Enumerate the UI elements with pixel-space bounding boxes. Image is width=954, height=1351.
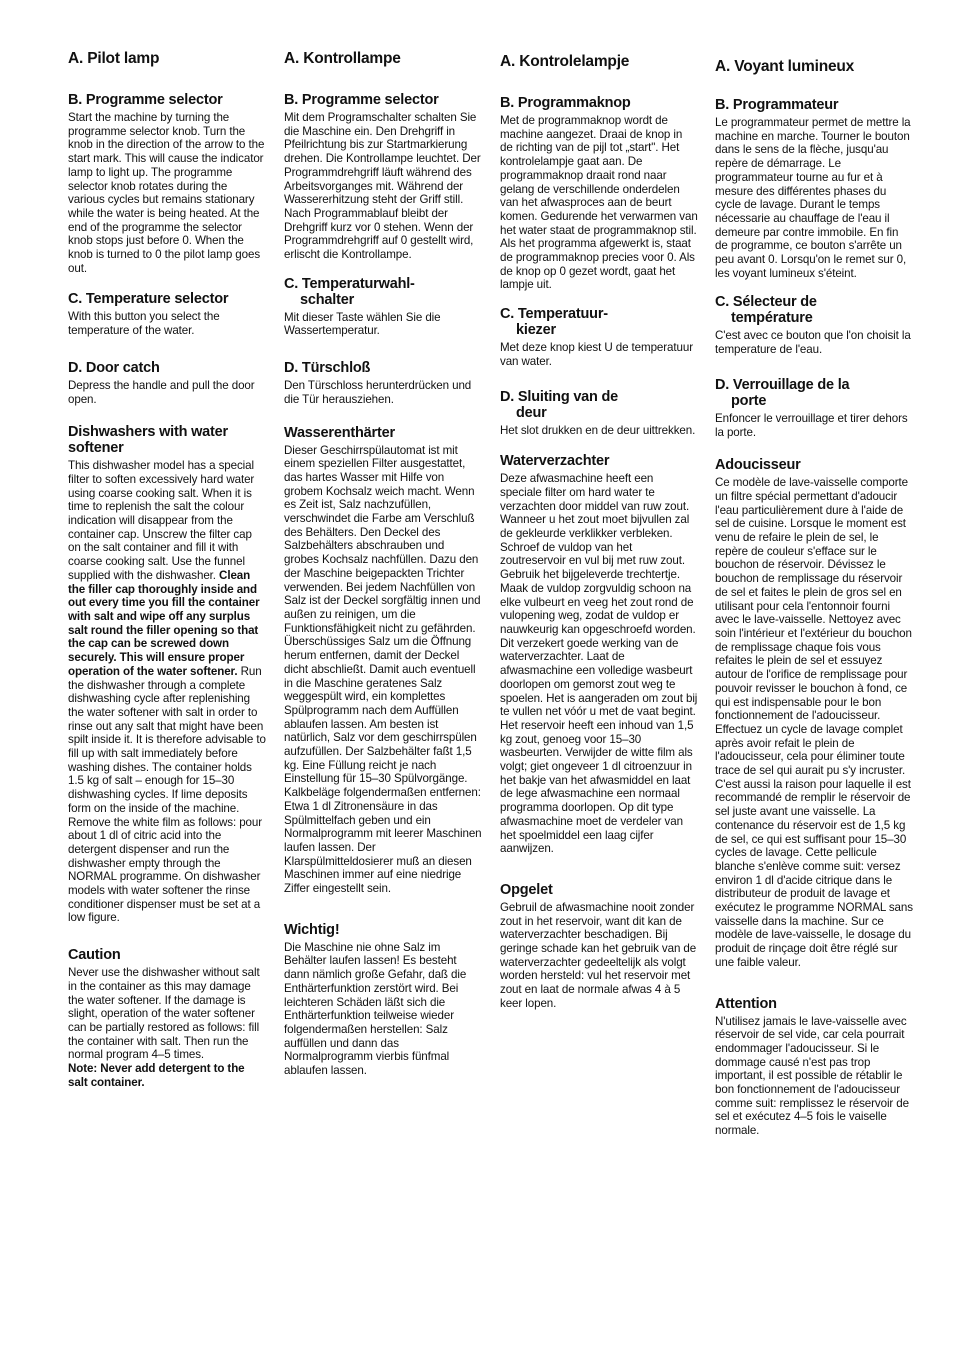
- water-softener-bold-note: Clean the filler cap thoroughly inside and out every time you fill the container with salt and wipe off any surplus salt round the filler opening so that the cap can be screwed down securely. This will ensure proper operation of the water softener.: [68, 568, 260, 678]
- deursluiting-text: Het slot drukken en de deur uittrekken.: [500, 423, 696, 437]
- opgelet-heading: Opgelet: [500, 881, 553, 898]
- programmschalter-text: Mit dem Programschalter schalten Sie die Maschine ein. Den Drehgriff in Pfeilrichtung bis zur Startmarkierung drehen. Die Kontrollampe leuchtet. Der Programmdrehgriff läuft während des Arbeitsvorganges mit. Während der Wassererhitzung steht der Griff still. Nach Programmablauf bleibt der Drehgriff kurz vor 0 stehen. Wenn der Programmdrehgriff auf 0 gestellt wird, erlischt die Kontrollampe.: [284, 111, 481, 262]
- programmaknop-heading: B. Programmaknop: [500, 95, 631, 111]
- wasserenthaerter-heading: Wasserenthärter: [284, 424, 395, 441]
- column-dutch: [500, 50, 698, 1011]
- programmaknop-text: Met de programmaknop wordt de machine aangezet. Draai de knop in de richting van de pijl tot „start". Het kontrolelampje gaat aan. De programmaknop draait rond naar gelang de verschillende onderdelen van het afwasproces aan de beurt komen. Gedurende het verwarmen van het water staat de programmaknop stil. Als het programma afgewerkt is, staat de programmaknop precies voor 0. Als de knop op 0 gezet wordt, gaat het lampje uit.: [500, 114, 698, 292]
- tuerschloss-heading: D. Türschloß: [284, 360, 371, 377]
- temperature-selector-text: With this button you select the temperature of the water.: [68, 310, 220, 338]
- wasserenthaerter-text: Dieser Geschirrspülautomat ist mit einem speziellen Filter ausgestattet, das hartes Wasser mit Hilfe von grobem Kochsalz weich macht. Wenn es Zeit ist, Salz nachzufüllen, verschwindet die Farbe am Verschluß des Behälters. Den Deckel des Salzbehälters abschrauben und grobes Kochsalz nachfüllen. Dazu den der Maschine beigepackten Trichter verwenden. Bei jedem Nachfüllen von Salz ist der Deckel sorgfältig innen und außen zu reinigen, um die Funktionsfähigkeit nicht zu gefährden. Überschüssiges Salz um die Öffnung herum entfernen, damit der Deckel dicht abschließt. Damit auch eventuell in die Maschine geratenes Salz weggespült wird, ein komplettes Spülprogramm nach dem Auffüllen ablaufen lassen. Am besten ist natürlich, Salz vor dem geschirrspülen aufzufüllen. Der Salzbehälter faßt 1,5 kg. Eine Füllung reicht je nach Einstellung für 15–30 Spülvorgänge. Kalkbeläge folgendermaßen entfernen: Etwa 1 dl Zitronensäure in das Spülmittelfach geben und ein Normalprogramm mit leerer Maschinen laufen lassen. Der Klarspülmitteldosierer muß an diesen Maschinen immer auf eine niedrige Ziffer eingestellt sein.: [284, 443, 482, 896]
- selecteur-temperature-text: C'est avec ce bouton que l'on choisit la temperature de l'eau.: [715, 329, 911, 357]
- selecteur-temperature-heading: C. Sélecteur de température: [715, 294, 817, 327]
- tuerschloss-text: Den Türschloss herunterdrücken und die Tür herausziehen.: [284, 379, 472, 406]
- water-softener-text: This dishwasher model has a special filter to soften excessively hard water using coarse cooking salt. When it is time to replenish the salt the colour indication will disappear from the container cap. Unscrew the filter cap on the salt container and fill it with coarse cooking salt. Use the funnel supplied with the dishwasher. Clean the filler cap thoroughly inside and out every time you fill the container with salt and wipe off any surplus salt round the filler opening so that the cap can be screwed down securely. This will ensure proper operation of the water softener. Run the dishwasher through a complete dishwashing cycle after replenishing the water softener with salt in order to rinse out any salt that might have been spilt inside it. It is therefore advisable to fill up with salt immediately before washing dishes. The container holds 1.5 kg of salt – enough for 15–30 dishwashing cycles. If lime deposits form on the inside of the machine. Remove the white film as follows: pour about 1 dl of citric acid into the detergent dispenser and run the dishwasher empty through the NORMAL programme. On dishwasher models with water softener the rinse conditioner dispenser must be set at a low figure.: [68, 459, 266, 925]
- adoucisseur-heading: Adoucisseur: [715, 457, 801, 474]
- programmateur-text: Le programmateur permet de mettre la machine en marche. Tourner le bouton dans le sens de la flèche, jusqu'au repère de démarrage. Le programmateur tourne au fur et à mesure des différentes phases du cycle de lavage. Durant le temps nécessarie au chauffage de l'eau il demeure par contre immobile. En fin de programme, ce bouton s'arrête un peu avant 0. Lorsqu'on le remet sur 0, les voyant lumineux s'éteint.: [715, 116, 911, 280]
- temperatuurkiezer-text: Met deze knop kiest U de temperatuur van water.: [500, 341, 693, 368]
- caution-note: Note: Never add detergent to the salt container.: [68, 1062, 245, 1089]
- column-english: [68, 50, 266, 1089]
- temperatuurkiezer-heading: C. Temperatuur- kiezer: [500, 306, 608, 339]
- waterverzachter-text: Deze afwasmachine heeft een speciale filter om hard water te verzachten door middel van ruw zout. Wanneer u het zout moet bijvullen zal de gekleurde verklikker verbleken. Schroef de vuldop van het zoutreservoir en vul bij met ruw zout. Gebruik het bijgeleverde trechtertje. Maak de vuldop zorgvuldig schoon na elke vulbeurt en veeg het zout rond de vulopening weg, zodat de vuldop er nauwkeurig kan opgeschroefd worden. Dit verzekert goede werking van de waterverzachter. Laat de afwasmachine een volledige wasbeurt doorlopen om gemorst zout weg te spoelen. Het is aangeraden om zout bij te vullen net vóór u met de vaat begint. Het reservoir heeft een inhoud van 1,5 kg zout, genoeg voor 15–30 wasbeurten. Verwijder de witte film als volgt; giet ongeveer 1 dl citroenzuur in het bakje van het afwasmiddel en laat de lege afwasmachine een normaal programma doorlopen. Op dit type afwasmachine moet de verdeler van het spoelmiddel een laag cijfer aanwijzen.: [500, 472, 698, 856]
- attention-text: N'utilisez jamais le lave-vaisselle avec réservoir de sel vide, car cela pourrait endommager l'adoucisseur. Si le dommage causé n'est pas trop important, il est possible de rétablir le bon fonctionnement de l'adoucisseur comme suit: remplissez le réservoir de sel et exécutez 4–5 fois le vaiselle normale.: [715, 1014, 909, 1138]
- programme-selector-heading: B. Programme selector: [68, 92, 223, 108]
- temperaturwahlschalter-text: Mit dieser Taste wählen Sie die Wassertemperatur.: [284, 310, 441, 338]
- programmateur-heading: B. Programmateur: [715, 97, 839, 113]
- kontrolelampje-heading: A. Kontrolelampje: [500, 53, 630, 70]
- caution-heading: Caution: [68, 947, 121, 964]
- opgelet-text: Gebruil de afwasmachine nooit zonder zout in het reservoir, want dit kan de waterverzachter beschadigen. Bij geringe schade kan het gebruik van de waterverzachter gedeeltelijk als volgt worden hersteld: vul het reservoir met zout en laat de normale afwas 4 à 5 keer lopen.: [500, 900, 697, 1010]
- temperature-selector-heading: C. Temperature selector: [68, 291, 229, 308]
- caution-text: Never use the dishwasher without salt in the container as this may damage the water softener. If the damage is slight, operation of the water softener can be partially restored as follows: fill the container with salt. Then run the normal program 4–5 times. Note: Never add detergent to the salt container.: [68, 966, 260, 1089]
- attention-heading: Attention: [715, 995, 777, 1012]
- column-german: [284, 50, 482, 1078]
- voyant-lumineux-heading: A. Voyant lumineux: [715, 58, 855, 75]
- adoucisseur-text: Ce modèle de lave-vaisselle comporte un filtre spécial permettant d'adoucir l'eau particulièrement dure à l'aide de sel de cuisine. Lorsque le moment est venu de refaire le plein de sel, le repère de couleur s'efface sur le bouchon de réservoir. Dévissez le bouchon de remplissage du réservoir de sel et faites le plein de gros sel en utilisant pour cela l'entonnoir fourni avec le lave-vaisselle. Nettoyez avec soin l'intérieur et l'extérieur du bouchon de remplissage chaque fois vous refaites le plein de sel et essuyez autour de l'orifice de remplissage pour pouvoir revisser le bouchon à fond, ce qui est indispensable pour le bon fonctionnement de l'adoucisseur. Effectuez un cycle de lavage complet après avoir refait le plein de l'adoucisseur, cela pour éliminer toute trace de sel qui aurait pu s'y incruster. C'est aussi la raison pour laquelle il est recommandé de remplir le réservoir de sel juste avant une vaisselle. La contenance du réservoir est de 1,5 kg de sel, ce qui est suffisant pour 15–30 cycles de lavage. Cette pellicule blanche s'enlève comme suit: versez environ 1 dl d'acide citrique dans le distributeur de produit de lavage et exécutez le programme NORMAL sans vaisselle dans la machine. Sur ce modèle de lave-vaisselle, le dosage du produit de rinçage doit être réglé sur une faible valeur.: [715, 476, 913, 969]
- water-softener-heading: Dishwashers with water softener: [68, 424, 228, 457]
- deursluiting-heading: D. Sluiting van de deur: [500, 388, 619, 421]
- wichtig-heading: Wichtig!: [284, 921, 340, 938]
- verrouillage-porte-text: Enfoncer le verrouillage et tirer dehors la porte.: [715, 411, 908, 439]
- waterverzachter-heading: Waterverzachter: [500, 453, 610, 470]
- kontrollampe-heading: A. Kontrollampe: [284, 50, 401, 67]
- pilot-lamp-heading: A. Pilot lamp: [68, 50, 160, 67]
- temperaturwahlschalter-heading: C. Temperaturwahl- schalter: [284, 275, 415, 308]
- programmschalter-heading: B. Programme selector: [284, 92, 439, 108]
- verrouillage-porte-heading: D. Verrouillage de la porte: [715, 376, 850, 409]
- programme-selector-text: Start the machine by turning the programme selector knob. Turn the knob in the direction of the arrow to the start mark. This will cause the indicator lamp to light up. The programme selector knob rotates during the various cycles but remains stationary while the water is being heated. At the end of the programme the selector knob stops just before 0. When the knob is turned to 0 the pilot lamp goes out.: [68, 111, 265, 275]
- wichtig-text: Die Maschine nie ohne Salz im Behälter laufen lassen! Es besteht dann nämlich große Gefahr, daß die Enthärterfunktion zerstört wird. Bei leichteren Schäden läßt sich die Enthärterfunktion teilweise wieder folgendermaßen herstellen: Salz auffüllen und dann das Normalprogramm vierbis fünfmal ablaufen lassen.: [284, 940, 467, 1078]
- door-catch-text: Depress the handle and pull the door open.: [68, 378, 255, 406]
- column-french: [715, 50, 913, 1138]
- door-catch-heading: D. Door catch: [68, 359, 160, 376]
